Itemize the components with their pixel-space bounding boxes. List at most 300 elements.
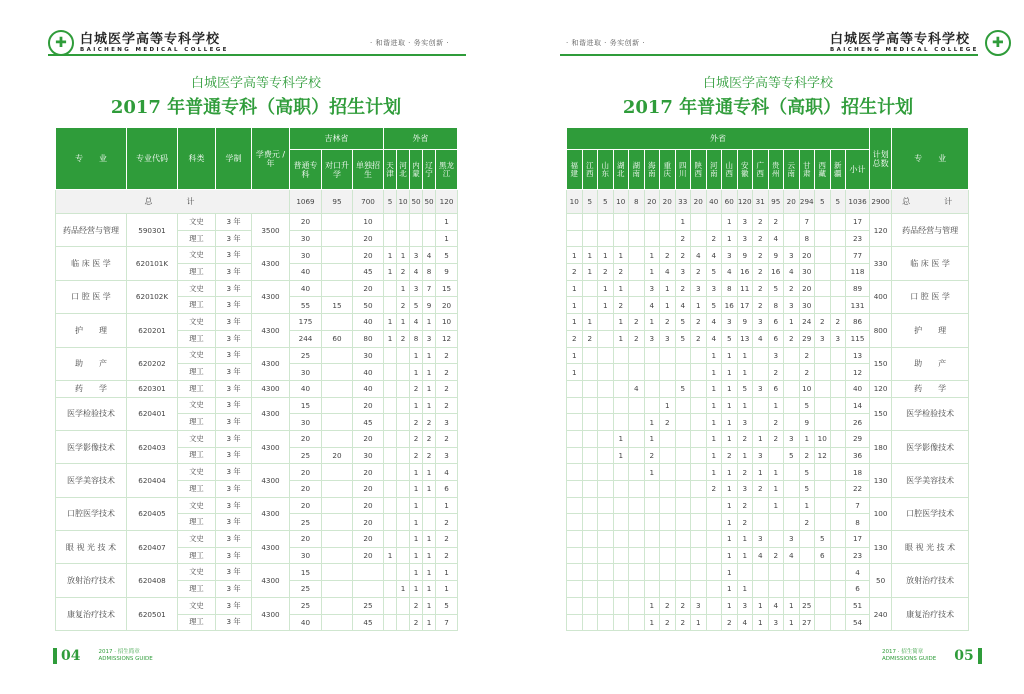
single: 20 [353, 280, 384, 297]
province-count [691, 564, 707, 581]
category: 文史 [178, 347, 216, 364]
province-count: 1 [410, 547, 423, 564]
fee: 3500 [252, 214, 290, 247]
province-count: 5 [675, 330, 691, 347]
fee: 4300 [252, 531, 290, 564]
province-count: 1 [613, 314, 629, 331]
province-count [397, 597, 410, 614]
plan-total: 50 [870, 564, 892, 597]
category: 理工 [178, 514, 216, 531]
years: 3 年 [216, 531, 252, 548]
category: 文史 [178, 214, 216, 231]
province-count [815, 414, 831, 431]
total-province: 10 [613, 190, 629, 214]
province-count: 2 [410, 614, 423, 631]
upgrade [322, 597, 353, 614]
province-count [830, 347, 846, 364]
province-count [706, 497, 722, 514]
province-count [629, 264, 645, 281]
col-subtotal: 小计 [846, 150, 870, 190]
province-count: 1 [737, 397, 753, 414]
province-count [660, 514, 676, 531]
province-count: 2 [436, 531, 458, 548]
major-name: 医学美容技术 [56, 464, 127, 497]
province-count: 2 [423, 414, 436, 431]
slogan: · 和谐进取 · 务实创新 · [566, 39, 646, 47]
province-count: 5 [799, 464, 815, 481]
province-count [598, 214, 614, 231]
subtotal: 17 [846, 214, 870, 231]
province-count [768, 531, 784, 548]
fee: 4300 [252, 464, 290, 497]
province-count: 2 [436, 430, 458, 447]
province-count [815, 297, 831, 314]
province-count [784, 497, 800, 514]
province-count: 3 [410, 280, 423, 297]
province-count [675, 464, 691, 481]
province-count [830, 481, 846, 498]
total-regular: 1069 [290, 190, 322, 214]
province-count: 2 [768, 214, 784, 231]
province-count [830, 447, 846, 464]
province-count: 1 [397, 247, 410, 264]
category: 文史 [178, 564, 216, 581]
plan-total: 800 [870, 314, 892, 347]
province-count [567, 414, 583, 431]
province-count: 10 [815, 430, 831, 447]
province-count [675, 564, 691, 581]
table-row [567, 347, 969, 364]
province-count: 11 [737, 280, 753, 297]
province-count [830, 430, 846, 447]
province-count [675, 364, 691, 381]
col-province: 安徽 [737, 150, 753, 190]
province-count [830, 297, 846, 314]
province-count: 1 [706, 380, 722, 397]
table-row [56, 597, 458, 614]
province-count: 8 [799, 230, 815, 247]
category: 文史 [178, 597, 216, 614]
years: 3 年 [216, 430, 252, 447]
province-count [567, 214, 583, 231]
subtotal: 14 [846, 397, 870, 414]
province-count [815, 497, 831, 514]
province-count [644, 481, 660, 498]
province-count [629, 247, 645, 264]
regular: 20 [290, 481, 322, 498]
province-count [784, 397, 800, 414]
years: 3 年 [216, 264, 252, 281]
footer-guide-en: ADMISSIONS GUIDE [882, 656, 937, 662]
major-name: 护 理 [892, 314, 969, 347]
province-count: 2 [613, 297, 629, 314]
province-count: 2 [675, 597, 691, 614]
table-row [56, 430, 458, 447]
total-label: 总 计 [56, 190, 290, 214]
province-count [384, 581, 397, 598]
col-province: 辽宁 [423, 150, 436, 190]
province-count [582, 347, 598, 364]
major-name: 护 理 [56, 314, 127, 347]
province-count: 1 [722, 214, 738, 231]
province-count: 1 [384, 330, 397, 347]
upgrade [322, 481, 353, 498]
subtotal: 115 [846, 330, 870, 347]
province-count: 4 [675, 297, 691, 314]
province-count [629, 214, 645, 231]
province-count: 2 [737, 464, 753, 481]
total-province: 5 [598, 190, 614, 214]
right-footer [882, 648, 982, 664]
province-count: 1 [567, 364, 583, 381]
province-count [799, 531, 815, 548]
col-code: 专业代码 [127, 128, 178, 190]
province-count [815, 564, 831, 581]
province-count: 1 [706, 364, 722, 381]
province-count: 16 [768, 264, 784, 281]
years: 3 年 [216, 330, 252, 347]
province-count [582, 547, 598, 564]
province-count [784, 564, 800, 581]
province-count [737, 564, 753, 581]
province-count [598, 414, 614, 431]
province-count: 2 [691, 314, 707, 331]
subtotal: 8 [846, 514, 870, 531]
province-count: 4 [768, 597, 784, 614]
province-count: 1 [644, 430, 660, 447]
school-name-cn: 白城医学高等专科学校 [80, 32, 221, 47]
province-count [582, 597, 598, 614]
province-count: 2 [410, 414, 423, 431]
province-count [598, 314, 614, 331]
years: 3 年 [216, 230, 252, 247]
major-code: 620401 [127, 397, 178, 430]
province-count: 2 [722, 614, 738, 631]
province-count: 1 [706, 414, 722, 431]
upgrade [322, 414, 353, 431]
province-count: 4 [410, 314, 423, 331]
province-count: 2 [410, 380, 423, 397]
total-province: 120 [737, 190, 753, 214]
province-count: 2 [675, 247, 691, 264]
province-count [410, 214, 423, 231]
single: 20 [353, 547, 384, 564]
major-code: 620405 [127, 497, 178, 530]
province-count: 2 [436, 547, 458, 564]
col-other: 外省 [567, 128, 870, 150]
category: 理工 [178, 447, 216, 464]
subtotal: 36 [846, 447, 870, 464]
subtotal: 118 [846, 264, 870, 281]
province-count [613, 614, 629, 631]
province-count [629, 547, 645, 564]
province-count [644, 364, 660, 381]
province-count [691, 531, 707, 548]
province-count [691, 447, 707, 464]
province-count: 1 [722, 364, 738, 381]
page-number: 05 [954, 648, 974, 664]
single: 10 [353, 214, 384, 231]
province-count: 4 [629, 380, 645, 397]
header-divider [560, 54, 978, 56]
province-count [784, 464, 800, 481]
col-regular: 普通专科 [290, 150, 322, 190]
total-province: 50 [410, 190, 423, 214]
province-count [384, 514, 397, 531]
province-count [613, 464, 629, 481]
province-count [815, 364, 831, 381]
province-count: 2 [722, 447, 738, 464]
single: 20 [353, 531, 384, 548]
province-count: 2 [660, 597, 676, 614]
province-count [567, 397, 583, 414]
province-count: 10 [799, 380, 815, 397]
major-name: 康复治疗技术 [56, 597, 127, 630]
province-count [691, 581, 707, 598]
province-count [675, 397, 691, 414]
province-count: 5 [784, 447, 800, 464]
province-count: 2 [753, 230, 769, 247]
major-code: 620403 [127, 430, 178, 463]
regular: 25 [290, 447, 322, 464]
total-province: 33 [675, 190, 691, 214]
category: 理工 [178, 330, 216, 347]
province-count: 2 [567, 330, 583, 347]
province-count: 1 [784, 614, 800, 631]
single: 30 [353, 347, 384, 364]
province-count [691, 430, 707, 447]
category: 文史 [178, 314, 216, 331]
major-name: 口腔医学技术 [892, 497, 969, 530]
footer-guide-cn: 2017 · 招生简章 [882, 649, 924, 655]
single: 20 [353, 397, 384, 414]
total-province: 294 [799, 190, 815, 214]
single: 40 [353, 314, 384, 331]
years: 3 年 [216, 497, 252, 514]
province-count [598, 497, 614, 514]
province-count: 12 [436, 330, 458, 347]
province-count [582, 230, 598, 247]
total-label: 总 计 [892, 190, 969, 214]
single: 30 [353, 447, 384, 464]
province-count [784, 581, 800, 598]
enrollment-table-left [55, 127, 458, 631]
province-count: 1 [423, 597, 436, 614]
province-count [753, 514, 769, 531]
province-count [613, 597, 629, 614]
major-name: 药品经营与管理 [892, 214, 969, 247]
major-name: 助 产 [56, 347, 127, 380]
province-count [598, 364, 614, 381]
col-province: 甘肃 [799, 150, 815, 190]
province-count [567, 430, 583, 447]
upgrade [322, 581, 353, 598]
single: 20 [353, 430, 384, 447]
province-count [691, 364, 707, 381]
regular: 25 [290, 581, 322, 598]
province-count [598, 347, 614, 364]
regular: 20 [290, 214, 322, 231]
province-count: 1 [706, 397, 722, 414]
province-count: 1 [410, 397, 423, 414]
province-count: 5 [799, 481, 815, 498]
province-count [644, 347, 660, 364]
province-count [691, 464, 707, 481]
page-title: 2017 年普通专科（高职）招生计划 [622, 97, 914, 118]
province-count: 5 [436, 247, 458, 264]
province-count: 1 [410, 514, 423, 531]
province-count: 5 [675, 314, 691, 331]
category: 文史 [178, 531, 216, 548]
province-count: 3 [706, 280, 722, 297]
province-count [613, 531, 629, 548]
province-count: 3 [722, 247, 738, 264]
years: 3 年 [216, 247, 252, 264]
province-count [582, 514, 598, 531]
province-count: 1 [397, 581, 410, 598]
years: 3 年 [216, 564, 252, 581]
regular: 30 [290, 547, 322, 564]
fee: 4300 [252, 247, 290, 280]
province-count [613, 414, 629, 431]
province-count: 5 [799, 397, 815, 414]
total-row [567, 190, 969, 214]
province-count [384, 597, 397, 614]
province-count: 1 [644, 464, 660, 481]
province-count: 2 [784, 280, 800, 297]
years: 3 年 [216, 597, 252, 614]
province-count: 4 [410, 264, 423, 281]
province-count: 5 [410, 297, 423, 314]
page-subtitle: 白城医学高等专科学校 [702, 76, 833, 91]
province-count [629, 430, 645, 447]
school-logo-icon: ✚ [985, 30, 1011, 56]
province-count [644, 214, 660, 231]
province-count [644, 547, 660, 564]
major-name: 医学影像技术 [56, 430, 127, 463]
province-count: 1 [423, 564, 436, 581]
province-count: 2 [753, 214, 769, 231]
province-count [567, 464, 583, 481]
fee: 4300 [252, 430, 290, 463]
province-count [660, 430, 676, 447]
province-count: 1 [598, 247, 614, 264]
province-count [629, 447, 645, 464]
province-count [830, 531, 846, 548]
province-count [660, 214, 676, 231]
fee: 4300 [252, 597, 290, 630]
province-count: 1 [384, 314, 397, 331]
province-count: 2 [660, 314, 676, 331]
province-count: 1 [753, 614, 769, 631]
province-count: 3 [784, 297, 800, 314]
total-province: 5 [582, 190, 598, 214]
province-count [706, 614, 722, 631]
total-province: 60 [722, 190, 738, 214]
col-fee: 学费元 / 年 [252, 128, 290, 190]
province-count [567, 447, 583, 464]
regular: 30 [290, 414, 322, 431]
province-count [815, 247, 831, 264]
province-count: 1 [567, 314, 583, 331]
province-count [567, 597, 583, 614]
province-count: 1 [706, 347, 722, 364]
province-count [753, 581, 769, 598]
province-count: 1 [706, 464, 722, 481]
province-count: 2 [436, 347, 458, 364]
years: 3 年 [216, 414, 252, 431]
province-count [768, 514, 784, 531]
major-code: 620407 [127, 531, 178, 564]
province-count [613, 581, 629, 598]
regular: 40 [290, 280, 322, 297]
regular: 40 [290, 380, 322, 397]
province-count: 7 [423, 280, 436, 297]
province-count [691, 497, 707, 514]
province-count [768, 581, 784, 598]
category: 文史 [178, 464, 216, 481]
major-name: 口 腔 医 学 [892, 280, 969, 313]
major-name: 药品经营与管理 [56, 214, 127, 247]
province-count: 6 [436, 481, 458, 498]
category: 文史 [178, 247, 216, 264]
province-count [660, 464, 676, 481]
province-count: 20 [799, 280, 815, 297]
category: 文史 [178, 397, 216, 414]
province-count: 1 [737, 581, 753, 598]
province-count [582, 581, 598, 598]
province-count [691, 414, 707, 431]
province-count [423, 497, 436, 514]
province-count [397, 414, 410, 431]
province-count [753, 364, 769, 381]
major-name: 药 学 [892, 380, 969, 397]
province-count [644, 397, 660, 414]
province-count [567, 581, 583, 598]
province-count [582, 531, 598, 548]
province-count [567, 531, 583, 548]
province-count: 2 [660, 247, 676, 264]
province-count: 4 [644, 297, 660, 314]
province-count: 1 [737, 447, 753, 464]
col-category: 科类 [178, 128, 216, 190]
province-count: 1 [737, 531, 753, 548]
subtotal: 23 [846, 230, 870, 247]
upgrade [322, 397, 353, 414]
province-count: 1 [384, 247, 397, 264]
province-count: 8 [768, 297, 784, 314]
major-name: 放射治疗技术 [892, 564, 969, 597]
province-count: 1 [598, 280, 614, 297]
province-count: 1 [436, 497, 458, 514]
province-count [567, 497, 583, 514]
province-count: 2 [436, 364, 458, 381]
province-count [784, 230, 800, 247]
province-count: 5 [706, 264, 722, 281]
category: 理工 [178, 230, 216, 247]
province-count: 5 [737, 380, 753, 397]
province-count: 1 [737, 364, 753, 381]
major-name: 医学检验技术 [56, 397, 127, 430]
upgrade [322, 247, 353, 264]
province-count [598, 614, 614, 631]
plan-total: 120 [870, 214, 892, 247]
left-footer [53, 648, 153, 664]
province-count: 2 [410, 597, 423, 614]
province-count: 1 [722, 230, 738, 247]
province-count [582, 380, 598, 397]
province-count [753, 347, 769, 364]
